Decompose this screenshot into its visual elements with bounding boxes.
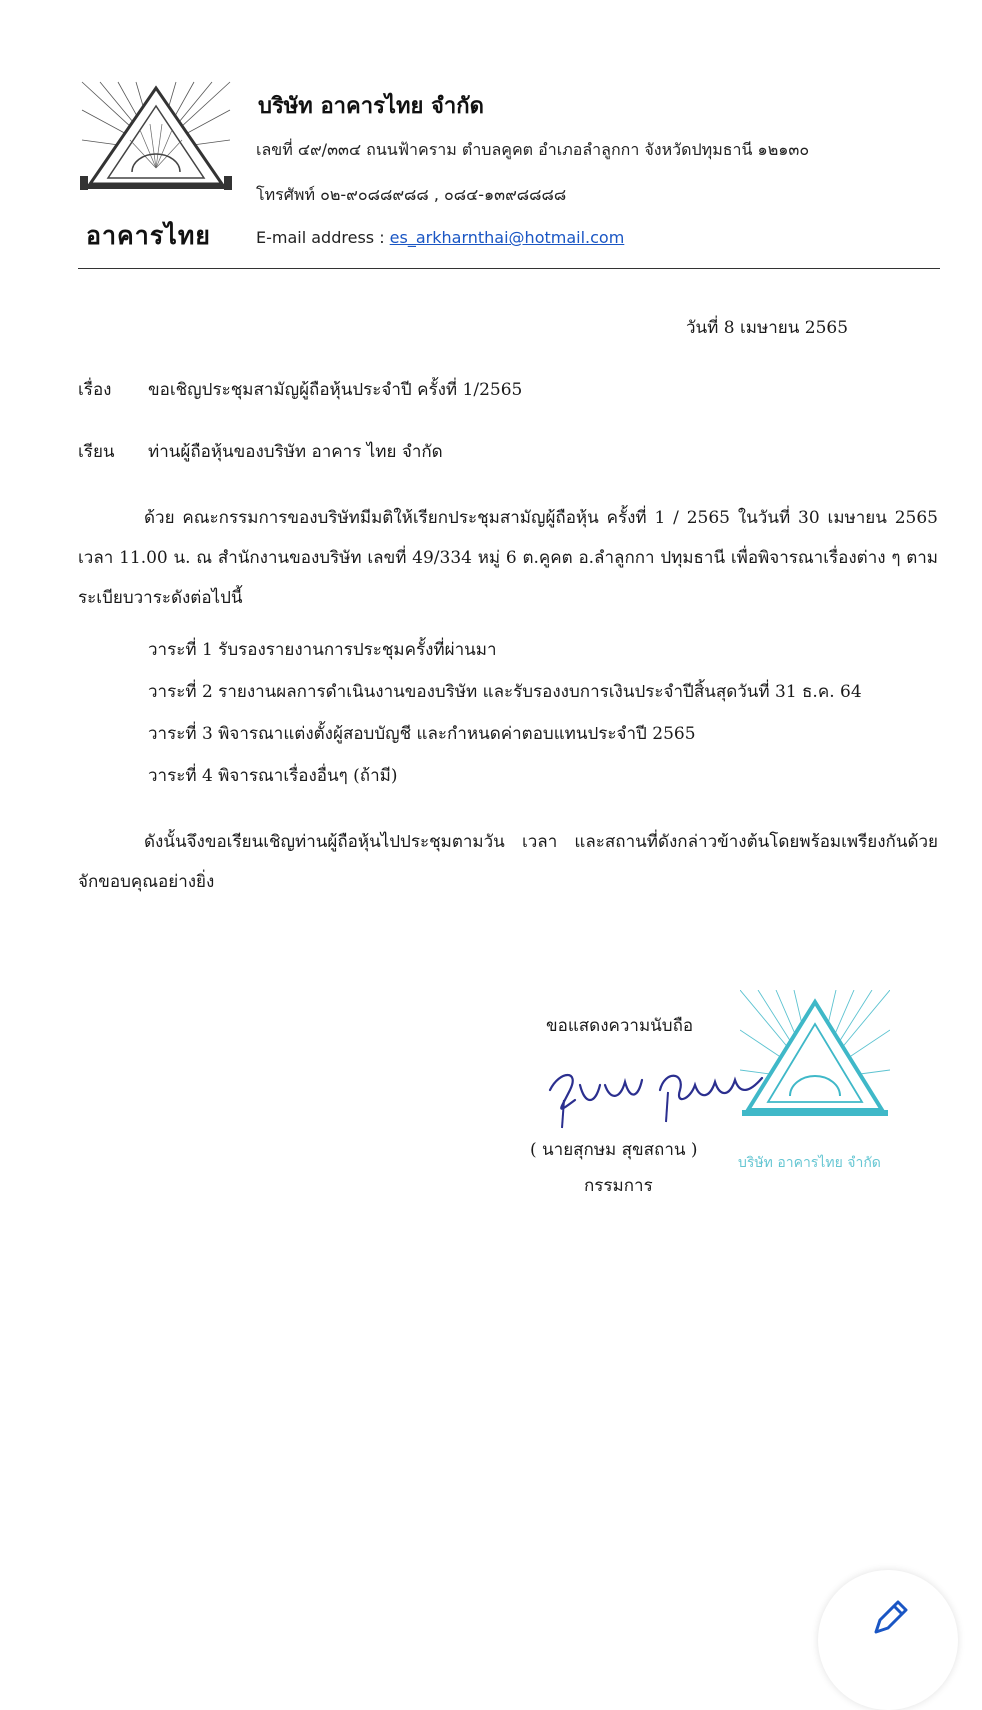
signer-name: ( นายสุกษม สุขสถาน ) — [530, 1140, 698, 1160]
subject-label: เรื่อง — [78, 380, 112, 400]
email-link[interactable]: es_arkharnthai@hotmail.com — [389, 228, 625, 247]
recipient-label: เรียน — [78, 442, 115, 462]
edit-button[interactable] — [818, 1570, 958, 1710]
subject-text: ขอเชิญประชุมสามัญผู้ถือหุ้นประจำปี ครั้งที่ 1/2565 — [148, 380, 523, 400]
header-divider — [78, 268, 940, 269]
company-email-row — [256, 228, 624, 247]
letter-date: วันที่ 8 เมษายน 2565 — [686, 318, 849, 338]
agenda-item-2: วาระที่ 2 รายงานผลการดำเนินงานของบริษัท และรับรองงบการเงินประจำปีสิ้นสุดวันที่ 31 ธ.ค. 64 — [148, 682, 862, 702]
company-logo — [80, 80, 232, 208]
recipient-text: ท่านผู้ถือหุ้นของบริษัท อาคาร ไทย จำกัด — [148, 442, 443, 462]
agenda-item-1: วาระที่ 1 รับรองรายงานการประชุมครั้งที่ผ่านมา — [148, 640, 497, 660]
company-name: บริษัท อาคารไทย จำกัด — [258, 94, 484, 119]
intro-paragraph: ด้วย คณะกรรมการของบริษัทมีมติให้เรียกประชุมสามัญผู้ถือหุ้น ครั้งที่ 1 / 2565 ในวันที่ 30 เมษายน 2565 เวลา 11.00 น. ณ สำนักงานของบริษัท เลขที่ 49/334 หมู่ 6 ต.คูคต อ.ลำลูกกา ปทุมธานี เพื่อพิจารณาเรื่องต่าง ๆ ตามระเบียบวาระดังต่อไปนี้ — [78, 508, 938, 608]
pencil-icon — [870, 1598, 910, 1642]
logo-caption: อาคารไทย — [86, 221, 211, 250]
regards-text: ขอแสดงความนับถือ — [546, 1016, 694, 1036]
agenda-item-3: วาระที่ 3 พิจารณาแต่งตั้งผู้สอบบัญชี และกำหนดค่าตอบแทนประจำปี 2565 — [148, 724, 696, 744]
handwritten-signature — [540, 1060, 780, 1130]
email-label: E-mail address : — [256, 228, 390, 247]
company-address: เลขที่ ๔๙/๓๓๔ ถนนฟ้าคราม ตำบลคูคต อำเภอลำลูกกา จังหวัดปทุมธานี ๑๒๑๓๐ — [256, 140, 810, 159]
stamp-text: บริษัท อาคารไทย จำกัด — [738, 1155, 881, 1171]
agenda-list — [148, 640, 948, 808]
closing-paragraph: ดังนั้นจึงขอเรียนเชิญท่านผู้ถือหุ้นไปประชุมตามวัน เวลา และสถานที่ดังกล่าวข้างต้นโดยพร้อมเพรียงกันด้วย จักขอบคุณอย่างยิ่ง — [78, 832, 938, 892]
agenda-item-4: วาระที่ 4 พิจารณาเรื่องอื่นๆ (ถ้ามี) — [148, 766, 398, 786]
company-phone: โทรศัพท์ ๐๒-๙๐๘๘๙๘๘ , ๐๘๔-๑๓๙๘๘๘๘ — [256, 185, 567, 204]
signer-title: กรรมการ — [584, 1176, 653, 1196]
